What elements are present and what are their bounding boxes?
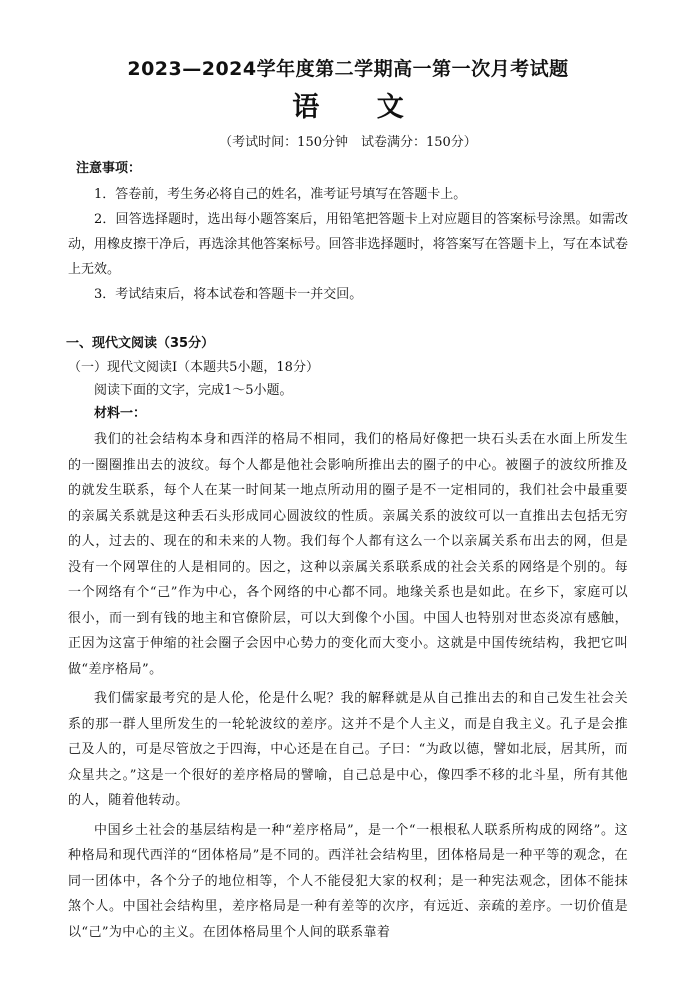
section-heading: 一、现代文阅读（35分） — [66, 336, 215, 351]
notice-item: 2．回答选择题时，选出每小题答案后，用铅笔把答题卡上对应题目的答案标号涂黑。如需改动，用橡皮擦干净后，再选涂其他答案标号。回答非选择题时，将答案写在答题卡上，写在本试卷上无效。 — [68, 212, 628, 277]
sub-section-heading: （一）现代文阅读Ⅰ（本题共5小题，18分） — [68, 360, 319, 375]
notice-heading: 注意事项： — [76, 161, 142, 176]
material-paragraph: 我们儒家最考究的是人伦，伦是什么呢？我的解释就是从自己推出去的和自己发生社会关系的那一群人里所发生的一轮轮波纹的差序。这并不是个人主义，而是自我主义。孔子是会推己及人的，可是尽管放之于四海，中心还是在自己。子曰：“为政以德，譬如北辰，居其所，而众星共之。”这是一个很好的差序格局的譬喻，自己总是中心，像四季不移的北斗星，所有其他的人，随着他转动。 — [68, 691, 628, 808]
exam-meta: （考试时间：150分钟 试卷满分：150分） — [219, 135, 477, 150]
notice-item: 1．答卷前，考生务必将自己的姓名，准考证号填写在答题卡上。 — [94, 187, 467, 202]
material-label: 材料一： — [94, 406, 147, 421]
reading-instruction: 阅读下面的文字，完成1～5小题。 — [94, 383, 293, 398]
subject-title: 语 文 — [292, 92, 428, 123]
notice-item: 3．考试结束后，将本试卷和答题卡一并交回。 — [94, 287, 363, 302]
material-paragraph: 中国乡土社会的基层结构是一种“差序格局”，是一个“一根根私人联系所构成的网络”。这种格局和现代西洋的“团体格局”是不同的。西洋社会结构里，团体格局是一种平等的观念，在同一团体中，各个分子的地位相等，个人不能侵犯大家的权利；是一种宪法观念，团体不能抹煞个人。中国社会结构里，差序格局是一种有差等的次序，有远近、亲疏的差序。一切价值是以“己”为中心的主义。在团体格局里个人间的联系靠着 — [68, 822, 628, 940]
exam-title: 2023—2024学年度第二学期高一第一次月考试题 — [127, 58, 569, 80]
material-paragraph: 我们的社会结构本身和西洋的格局不相同，我们的格局好像把一块石头丢在水面上所发生的一圈圈推出去的波纹。每个人都是他社会影响所推出去的圈子的中心。被圈子的波纹所推及的就发生联系，每个人在某一时间某一地点所动用的圈子是不一定相同的，我们社会中最重要的亲属关系就是这种丢石头形成同心圆波纹的性质。亲属关系的波纹可以一直推出去包括无穷的人，过去的、现在的和未来的人物。我们每个人都有这么一个以亲属关系布出去的网，但是没有一个网罩住的人是相同的。因之，这种以亲属关系联系成的社会关系的网络是个别的。每一个网络有个“己”作为中心，各个网络的中心都不同。地缘关系也是如此。在乡下，家庭可以很小，而一到有钱的地主和官僚阶层，可以大到像个小国。中国人也特别对世态炎凉有感触，正因为这富于伸缩的社会圈子会因中心势力的变化而大变小。这就是中国传统结构，我把它叫做“差序格局”。 — [68, 432, 628, 677]
